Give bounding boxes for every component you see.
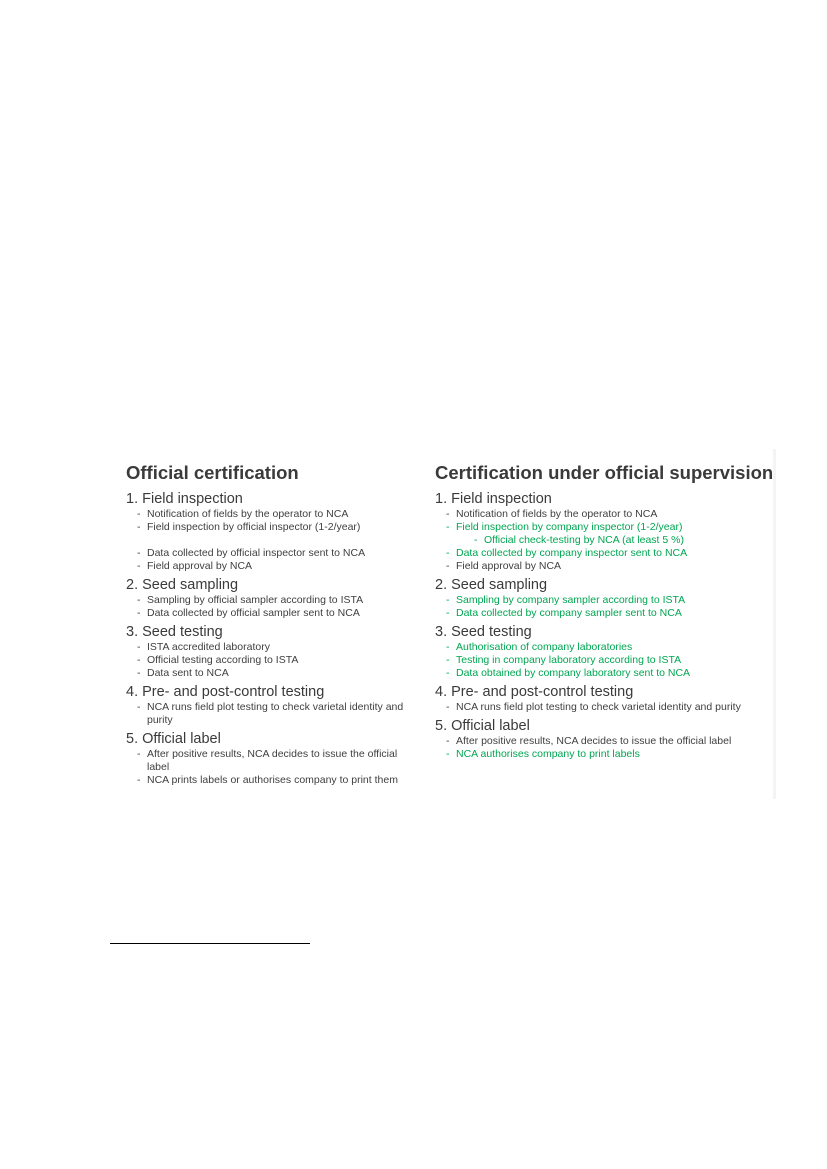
list-item: - Authorisation of company laboratories [435,641,775,654]
section-heading: 4. Pre- and post-control testing [126,684,325,700]
list-item: - Field inspection by official inspector (1-2/year) [126,521,416,534]
column-title: Official certification [126,462,299,483]
list-item: - Official testing according to ISTA [126,654,416,667]
list-item: - Field approval by NCA [126,560,416,573]
list-item: - NCA authorises company to print labels [435,748,775,761]
section-field-inspection [126,491,416,573]
section-control-testing [126,684,416,727]
section-heading: 4. Pre- and post-control testing [435,684,634,700]
official-certification-column [126,461,416,787]
column-title: Certification under official supervision [435,462,774,483]
list-item: - Testing in company laboratory according to ISTA [435,654,775,667]
supervised-certification-column [435,461,775,761]
section-seed-sampling [435,577,775,620]
section-heading: 2. Seed sampling [126,577,239,593]
list-item: - Data collected by official sampler sent to NCA [126,607,416,620]
section-heading: 5. Official label [126,731,221,747]
list-item: - Data collected by company sampler sent to NCA [435,607,775,620]
list-item: - Data collected by official inspector sent to NCA [126,547,416,560]
list-item: - Notification of fields by the operator to NCA [435,508,775,521]
list-item: - Field inspection by company inspector (1-2/year) [435,521,775,534]
list-item: - NCA prints labels or authorises company to print them [126,774,416,787]
list-item: - Data sent to NCA [126,667,416,680]
section-heading: 3. Seed testing [126,624,223,640]
section-field-inspection [435,491,775,573]
list-item: - Notification of fields by the operator to NCA [126,508,416,521]
list-item: - NCA runs field plot testing to check varietal identity and purity [435,701,775,714]
list-item: - Data collected by company inspector sent to NCA [435,547,775,560]
list-item: - ISTA accredited laboratory [126,641,416,654]
list-item: - After positive results, NCA decides to issue the official label [435,735,775,748]
sub-list-item: - Official check-testing by NCA (at least 5 %) [435,534,775,547]
section-seed-testing [126,624,416,680]
section-seed-testing [435,624,775,680]
section-heading: 5. Official label [435,718,530,734]
footnote-separator [110,943,310,944]
section-heading: 1. Field inspection [435,491,552,507]
list-item: - NCA runs field plot testing to check varietal identity and purity [126,701,416,727]
section-official-label [126,731,416,787]
section-control-testing [435,684,775,714]
section-heading: 3. Seed testing [435,624,532,640]
section-seed-sampling [126,577,416,620]
section-official-label [435,718,775,761]
section-heading: 2. Seed sampling [435,577,548,593]
list-item: - Data obtained by company laboratory sent to NCA [435,667,775,680]
list-item: - Field approval by NCA [435,560,775,573]
section-heading: 1. Field inspection [126,491,243,507]
list-item: - Sampling by company sampler according to ISTA [435,594,775,607]
list-item: - Sampling by official sampler according to ISTA [126,594,416,607]
list-item: - After positive results, NCA decides to issue the official label [126,748,416,774]
